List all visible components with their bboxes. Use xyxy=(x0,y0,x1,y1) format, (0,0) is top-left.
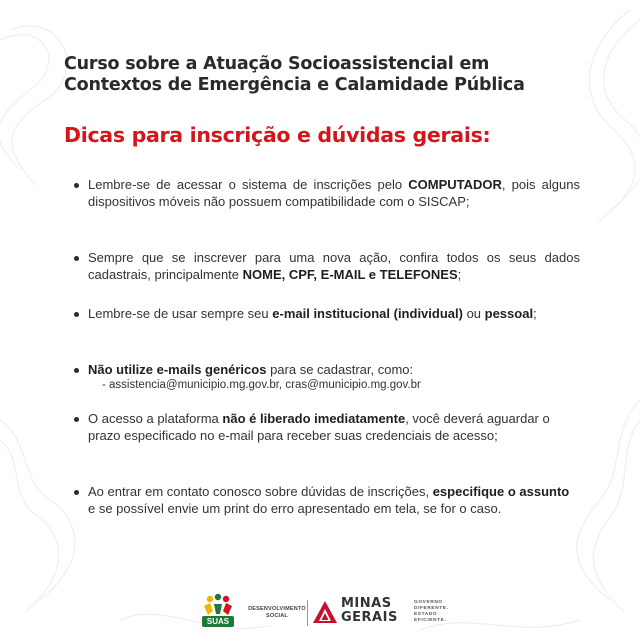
course-title xyxy=(64,54,584,96)
desenvolvimento-social-label xyxy=(248,606,306,620)
tip-text: Sempre que se inscrever para uma nova ação, confira todos os seus dados cadastrais, principalmente xyxy=(88,250,580,282)
tip-text: O acesso a plataforma xyxy=(88,411,223,426)
tip-specify-subject xyxy=(74,483,580,517)
tip-computer-access xyxy=(74,176,580,210)
tip-line xyxy=(88,410,580,444)
tip-emphasis: NOME, CPF, E-MAIL e TELEFONES xyxy=(242,267,458,282)
tip-line xyxy=(88,483,580,517)
tip-text: e se possível envie um print do erro apresentado em tela, se for o caso. xyxy=(88,501,502,516)
tip-emphasis: especifique o assunto xyxy=(432,484,570,499)
tip-emphasis: e-mail institucional (individual) xyxy=(272,306,463,321)
tip-text: , você deverá aguardar o prazo especificado no e-mail para receber suas credenciais de acesso; xyxy=(88,411,550,443)
minas-gerais-wordmark xyxy=(341,597,398,625)
course-title-line-1: Curso sobre a Atuação Socioassistencial em xyxy=(64,54,490,74)
mg-wordmark-line: MINAS xyxy=(341,596,392,611)
tip-text: para se cadastrar, como: xyxy=(266,362,414,377)
generic-email-example: - assistencia@municipio.mg.gov.br, cras@municipio.mg.gov.br xyxy=(102,379,421,391)
tip-emphasis: não é liberado imediatamente xyxy=(222,411,406,426)
dev-social-line: SOCIAL xyxy=(266,613,288,619)
tip-text: , pois alguns dispositivos móveis não possuem compatibilidade com o SISCAP; xyxy=(88,177,580,209)
tip-text: ; xyxy=(457,267,462,282)
logo-divider xyxy=(307,600,308,626)
minas-gerais-triangle-icon xyxy=(312,600,338,624)
mg-wordmark-line: GERAIS xyxy=(341,610,398,625)
tip-line xyxy=(88,305,537,322)
tip-emphasis: pessoal xyxy=(484,306,534,321)
slogan-line: DIFERENTE. xyxy=(414,606,449,611)
course-title-line-2: Contextos de Emergência e Calamidade Pública xyxy=(64,75,525,95)
suas-label: SUAS xyxy=(202,616,234,627)
tip-emphasis: Não utilize e-mails genéricos xyxy=(88,362,267,377)
tip-no-generic-emails xyxy=(74,361,421,393)
footer-logos xyxy=(200,592,460,632)
dev-social-line: DESENVOLVIMENTO xyxy=(248,606,306,612)
tip-line xyxy=(88,361,421,378)
slogan-line: GOVERNO xyxy=(414,600,443,605)
tip-text: Lembre-se de usar sempre seu xyxy=(88,306,273,321)
tip-text: ; xyxy=(533,306,537,321)
government-slogan xyxy=(414,600,449,624)
tip-access-not-immediate xyxy=(74,410,580,444)
slogan-line: ESTADO xyxy=(414,612,438,617)
tip-emphasis: COMPUTADOR xyxy=(408,177,502,192)
tip-text: Lembre-se de acessar o sistema de inscrições pelo xyxy=(88,177,409,192)
tip-check-registration-data xyxy=(74,249,580,283)
slogan-line: EFICIENTE. xyxy=(414,618,447,623)
section-heading: Dicas para inscrição e dúvidas gerais: xyxy=(64,123,491,147)
tip-text: ou xyxy=(462,306,485,321)
tip-use-email xyxy=(74,305,537,322)
tip-text: Ao entrar em contato conosco sobre dúvidas de inscrições, xyxy=(88,484,433,499)
